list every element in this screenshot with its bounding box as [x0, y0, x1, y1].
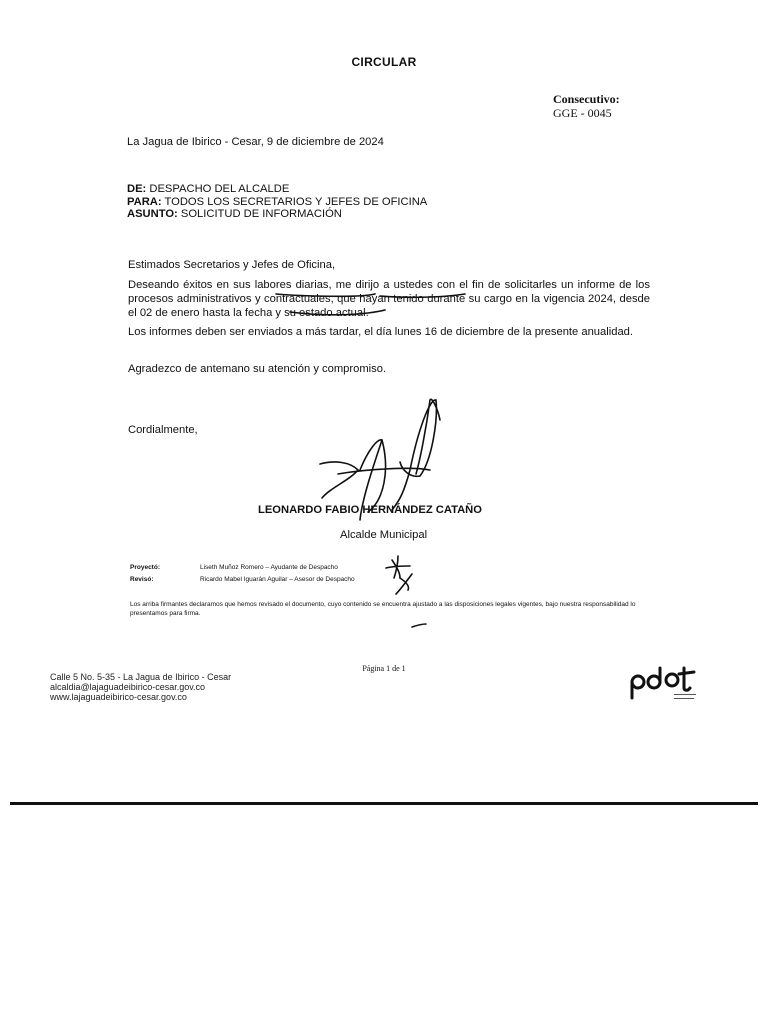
greeting: Estimados Secretarios y Jefes de Oficina, [128, 259, 336, 271]
place-date: La Jagua de Ibirico - Cesar, 9 de diciembre de 2024 [127, 136, 384, 148]
prepared-by-label: Proyectó: [130, 564, 160, 571]
underline-mark-2 [290, 310, 385, 315]
initial-mark-1 [386, 556, 410, 578]
from-label: DE: [127, 183, 147, 195]
signer-name: LEONARDO FABIO HERNÁNDEZ CATAÑO [258, 504, 482, 516]
signer-role: Alcalde Municipal [340, 529, 428, 541]
initial-mark-2 [396, 574, 412, 594]
prepared-by-value: Liseth Muñoz Romero – Ayudante de Despacho [200, 564, 338, 571]
document-title: CIRCULAR [351, 55, 417, 69]
body-paragraph-3: Agradezco de antemano su atención y compromiso. [128, 363, 387, 375]
footer-contact [50, 672, 231, 702]
disclaimer: Los arriba firmantes declaramos que hemos revisado el documento, cuyo contenido se encuentra ajustado a las disposiciones legales vigentes, bajo nuestra responsabilidad lo presentamos para firma. [130, 601, 636, 617]
consecutive-label: Consecutivo: [553, 92, 620, 106]
footer-address: Calle 5 No. 5-35 - La Jagua de Ibirico - Cesar [50, 672, 232, 682]
from-value: DESPACHO DEL ALCALDE [149, 183, 290, 195]
body-paragraph-1: Deseando éxitos en sus labores diarias, me dirijo a ustedes con el fin de solicitarles un informe de los procesos administrativos y contractuales, que hayan tenido durante su cargo en la vigencia 2024, desde el 02 de enero hasta la fecha y su estado actual. [128, 279, 650, 319]
reviewed-by-value: Ricardo Mabel Iguarán Aguilar – Asesor de Despacho [200, 576, 355, 583]
stray-mark [412, 624, 426, 627]
page-bottom-rule [10, 802, 758, 805]
consecutive-value: GGE - 0045 [553, 106, 612, 120]
subject-value: SOLICITUD DE INFORMACIÓN [180, 208, 342, 220]
to-value: TODOS LOS SECRETARIOS Y JEFES DE OFICINA [164, 195, 428, 208]
pdet-logo-icon [628, 658, 700, 704]
subject-label: ASUNTO: [127, 208, 178, 220]
to-label: PARA: [127, 195, 162, 208]
closing: Cordialmente, [128, 424, 198, 436]
underline-mark [276, 294, 465, 297]
reviewed-by-label: Revisó: [130, 576, 154, 583]
page-number: Página 1 de 1 [362, 664, 406, 673]
footer-website[interactable]: www.lajaguadeibirico-cesar.gov.co [50, 692, 187, 702]
footer-email[interactable]: alcaldia@lajaguadeibirico-cesar.gov.co [50, 682, 206, 692]
body-paragraph-2: Los informes deben ser enviados a más tardar, el día lunes 16 de diciembre de la presente anualidad. [128, 326, 633, 338]
